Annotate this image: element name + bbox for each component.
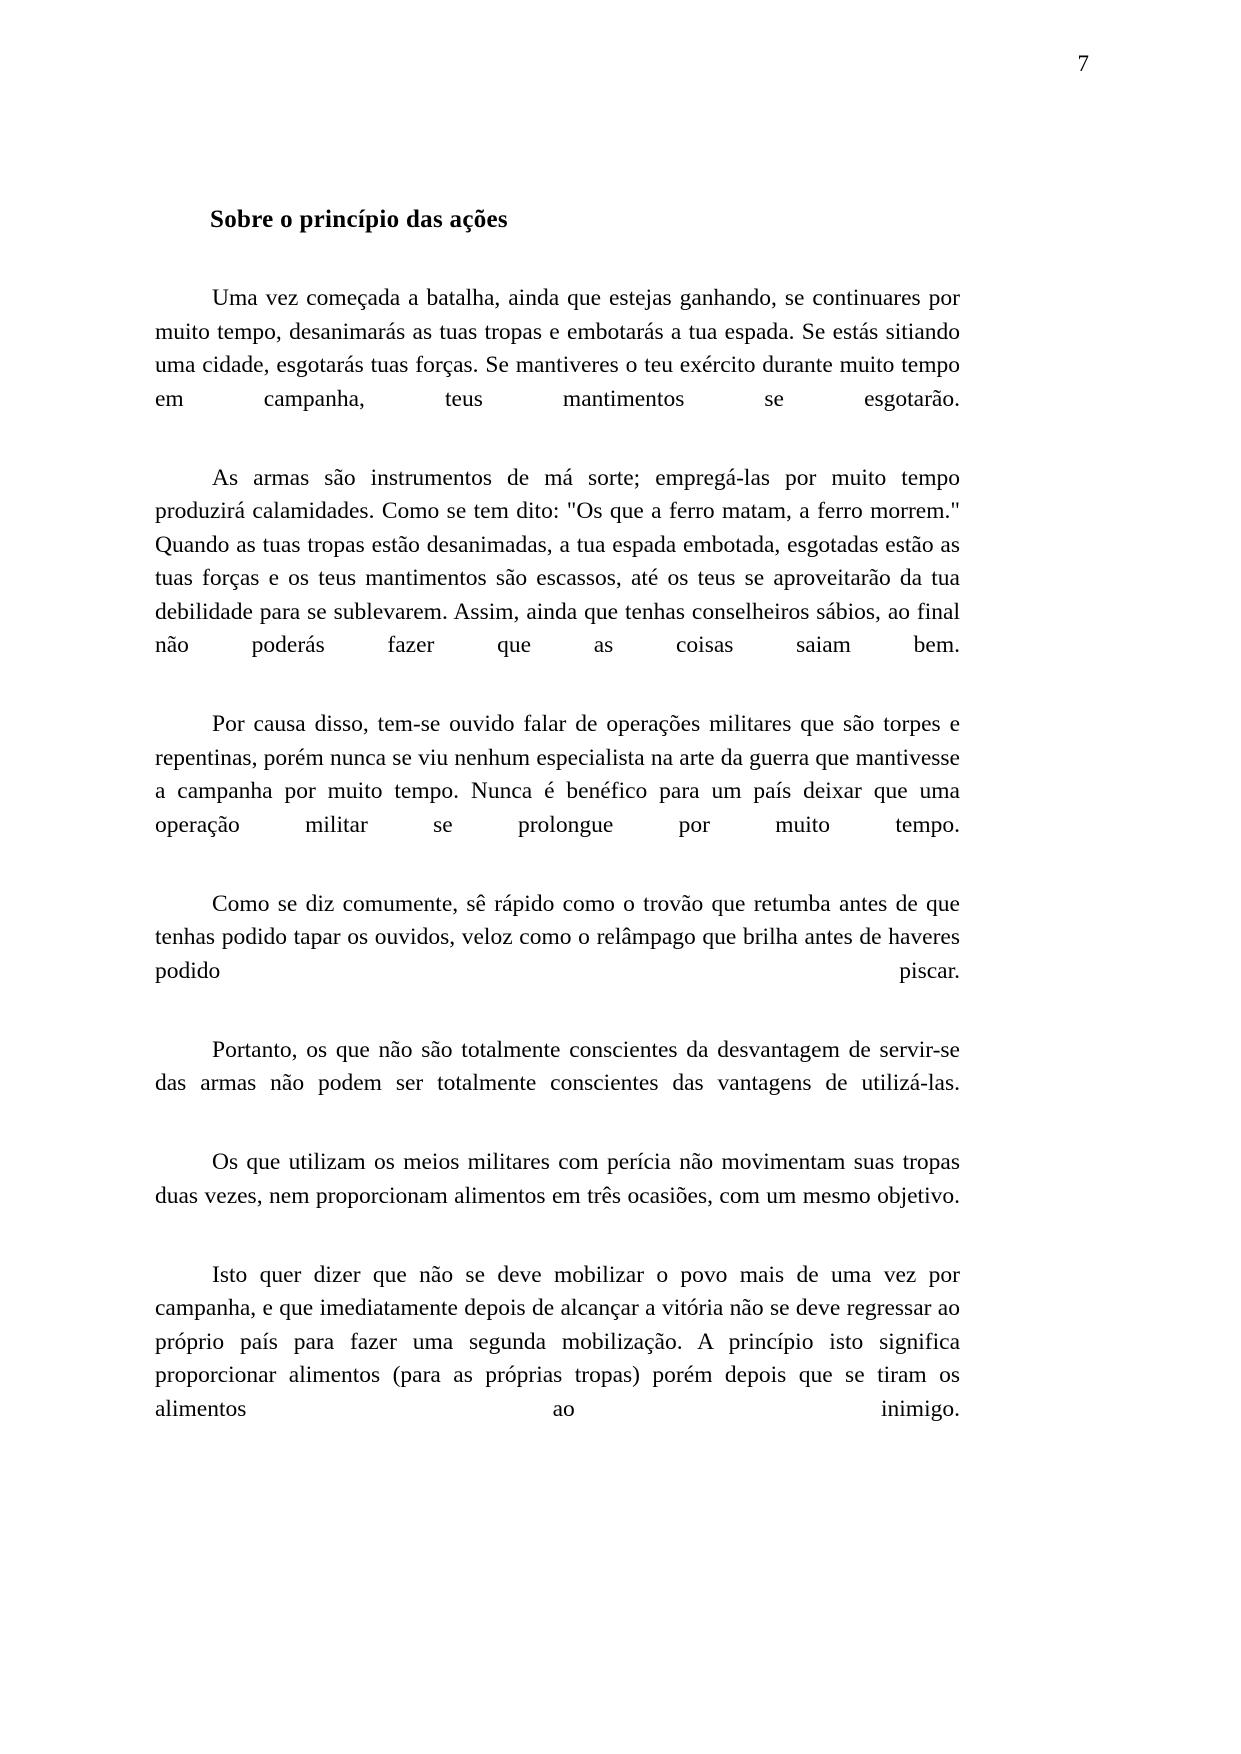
body-paragraph: Como se diz comumente, sê rápido como o trovão que retumba antes de que tenhas podido tapar os ouvidos, veloz como o relâmpago que brilha antes de haveres podido piscar. bbox=[155, 890, 960, 984]
page-number: 7 bbox=[1077, 51, 1089, 76]
body-paragraph: Uma vez começada a batalha, ainda que estejas ganhando, se continuares por muito tempo, desanimarás as tuas tropas e embotarás a tua espada. Se estás sitiando uma cidade, esgotarás tuas forças. Se mantiveres o teu exército durante muito tempo em campanha, teus mantimentos se esgotarão. bbox=[155, 285, 960, 412]
body-paragraph: Isto quer dizer que não se deve mobilizar o povo mais de uma vez por campanha, e que imediatamente depois de alcançar a vitória não se deve regressar ao próprio país para fazer uma segunda mobilização. A princípio isto significa proporcionar alimentos (para as próprias tropas) porém depois que se tiram os alimentos ao inimigo. bbox=[155, 1261, 960, 1422]
body-paragraph: Por causa disso, tem-se ouvido falar de operações militares que são torpes e repentinas, porém nunca se viu nenhum especialista na arte da guerra que mantivesse a campanha por muito tempo. Nunca é benéfico para um país deixar que uma operação militar se prolongue por muito tempo. bbox=[155, 711, 960, 838]
body-paragraph: As armas são instrumentos de má sorte; empregá-las por muito tempo produzirá calamidades. Como se tem dito: "Os que a ferro matam, a ferro morrem." Quando as tuas tropas estão desanimadas, a tua espada embotada, esgotadas estão as tuas forças e os teus mantimentos são escassos, até os teus se aproveitarão da tua debilidade para se sublevarem. Assim, ainda que tenhas conselheiros sábios, ao final não poderás fazer que as coisas saiam bem. bbox=[155, 464, 960, 658]
section-heading: Sobre o princípio das ações bbox=[210, 206, 508, 233]
text-block bbox=[155, 205, 960, 1460]
body-paragraph: Portanto, os que não são totalmente conscientes da desvantagem de servir-se das armas não podem ser totalmente conscientes das vantagens de utilizá-las. bbox=[155, 1036, 960, 1096]
body-paragraph: Os que utilizam os meios militares com perícia não movimentam suas tropas duas vezes, nem proporcionam alimentos em três ocasiões, com um mesmo objetivo. bbox=[155, 1149, 960, 1209]
